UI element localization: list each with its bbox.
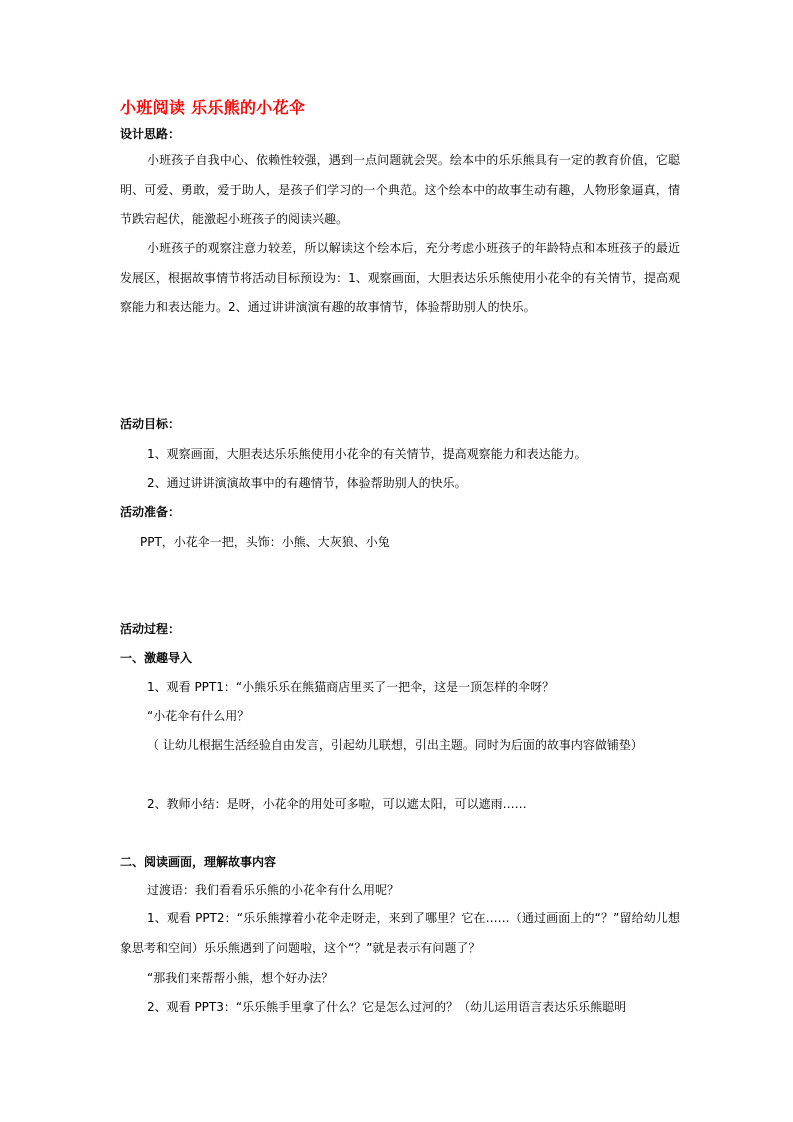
section-1-line-3: 2、教师小结：是呀，小花伞的用处可多啦，可以遮太阳，可以遮雨……: [147, 797, 527, 811]
section-2-line-3: 2、观看 PPT3：“乐乐熊手里拿了什么？它是怎么过河的？（幼儿运用语言表达乐乐熊聪明: [147, 1000, 627, 1014]
design-paragraph-1: 小班孩子自我中心、依赖性较强，遇到一点问题就会哭。绘本中的乐乐熊具有一定的教育价值，它聪明、可爱、勇敢，爱于助人，是孩子们学习的一个典范。这个绘本中的故事生动有趣，人物形象逼真，情节跌宕起伏，能激起小班孩子的阅读兴趣。: [120, 153, 680, 227]
section-1-note: （ 让幼儿根据生活经验自由发言，引起幼儿联想，引出主题。同时为后面的故事内容做铺垫）: [147, 738, 643, 752]
section-1-heading: 一、激趣导入: [120, 651, 193, 665]
process-heading: 活动过程：: [120, 622, 181, 636]
design-heading: 设计思路：: [120, 127, 181, 141]
design-paragraph-2: 小班孩子的观察注意力较差，所以解读这个绘本后，充分考虑小班孩子的年龄特点和本班孩子的最近发展区，根据故事情节将活动目标预设为：1、观察画面，大胆表达乐乐熊使用小花伞的有关情节，提高观察能力和表达能力。2、通过讲讲演演有趣的故事情节，体验帮助别人的快乐。: [120, 241, 680, 315]
goals-heading: 活动目标：: [120, 417, 181, 431]
section-2-paragraph-1: 1、观看 PPT2：“乐乐熊撑着小花伞走呀走，来到了哪里？它在……（通过画面上的“？”留给幼儿想象思考和空间）乐乐熊遇到了问题啦，这个“？”就是表示有问题了？: [120, 911, 680, 955]
document-title: 小班阅读 乐乐熊的小花伞: [120, 98, 306, 117]
goal-item-2: 2、通过讲讲演演故事中的有趣情节，体验帮助别人的快乐。: [147, 476, 467, 490]
prep-heading: 活动准备：: [120, 505, 181, 519]
section-2-intro: 过渡语：我们看看乐乐熊的小花伞有什么用呢？: [147, 883, 400, 897]
section-2-heading: 二、阅读画面，理解故事内容: [120, 855, 277, 869]
goal-item-1: 1、观察画面，大胆表达乐乐熊使用小花伞的有关情节，提高观察能力和表达能力。: [147, 447, 587, 461]
section-2-line-2: “那我们来帮帮小熊，想个好办法？: [147, 971, 334, 985]
section-1-line-1: 1、观看 PPT1：“小熊乐乐在熊猫商店里买了一把伞，这是一顶怎样的伞呀？: [147, 680, 555, 694]
prep-text: PPT，小花伞一把，头饰：小熊、大灰狼、小兔: [140, 535, 390, 549]
section-1-line-2: “小花伞有什么用？: [147, 709, 250, 723]
